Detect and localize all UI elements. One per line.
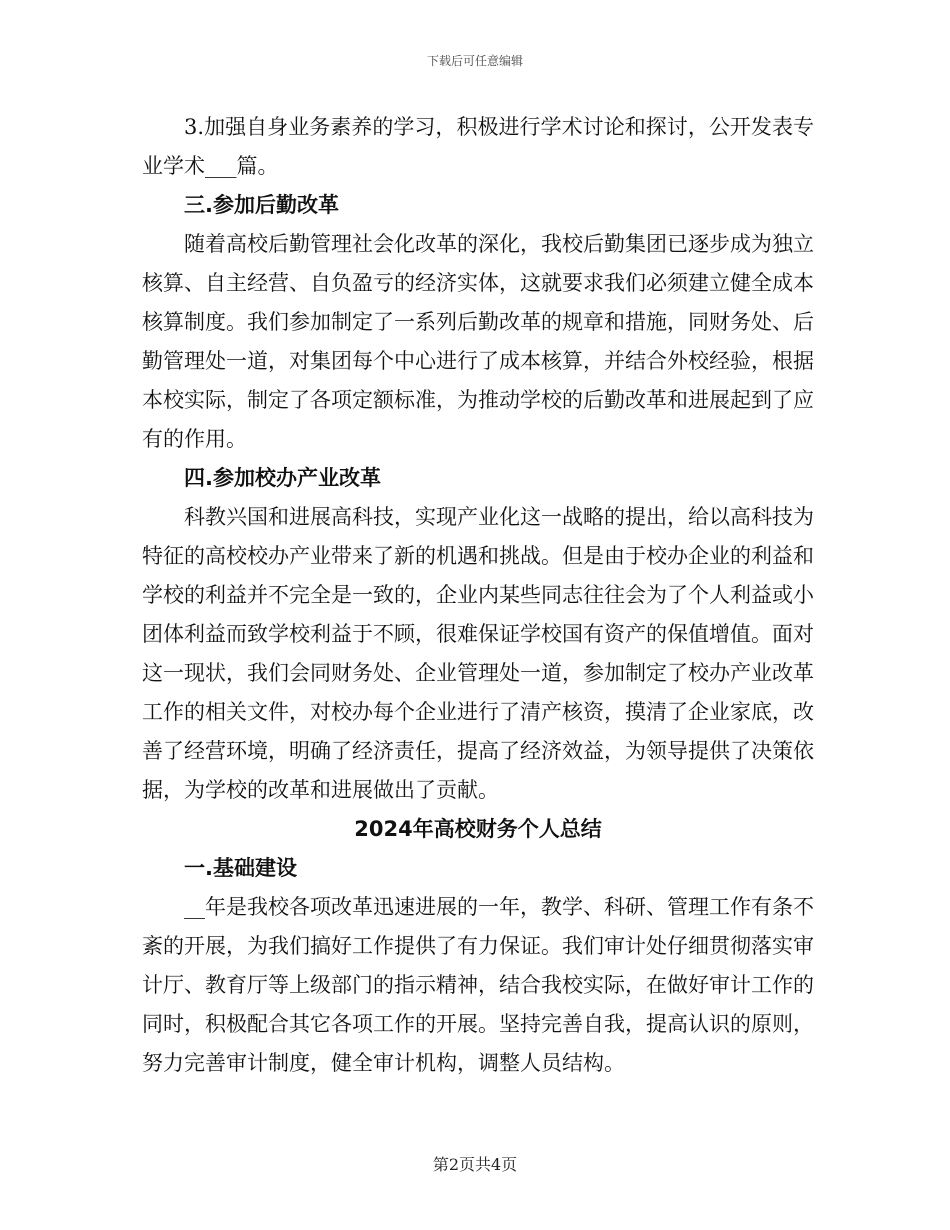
document-title: 2024年高校财务个人总结 [354,817,602,841]
section-heading-industry-reform: 四.参加校办产业改革 [184,466,381,490]
paragraph-industry-reform: 科教兴国和进展高科技，实现产业化这一战略的提出，给以高科技为特征的高校校办产业带来了新的机遇和挑战。但是由于校办企业的利益和学校的利益并不完全是一致的，企业内某些同志往往会为了个人利益或小团体利益而致学校利益于不顾，很难保证学校国有资产的保值增值。面对这一现状，我们会同财务处、企业管理处一道，参加制定了校办产业改革工作的相关文件，对校办每个企业进行了清产核资，摸清了企业家底，改善了经营环境，明确了经济责任，提高了经济效益，为领导提供了决策依据，为学校的改革和进展做出了贡献。 [142,505,814,802]
paragraph-infrastructure: __年是我校各项改革迅速进展的一年，教学、科研、管理工作有条不紊的开展，为我们搞好工作提供了有力保证。我们审计处仔细贯彻落实审计厅、教育厅等上级部门的指示精神，结合我校实际，在做好审计工作的同时，积极配合其它各项工作的开展。坚持完善自我，提高认识的原则，努力完善审计制度，健全审计机构，调整人员结构。 [142,895,814,1075]
section-heading-infrastructure: 一.基础建设 [184,856,297,880]
paragraph-logistics-reform: 随着高校后勤管理社会化改革的深化，我校后勤集团已逐步成为独立核算、自主经营、自负盈亏的经济实体，这就要求我们必须建立健全成本核算制度。我们参加制定了一系列后勤改革的规章和措施，同财务处、后勤管理处一道，对集团每个中心进行了成本核算，并结合外校经验，根据本校实际，制定了各项定额标准，为推动学校的后勤改革和进展起到了应有的作用。 [142,232,814,451]
document-body [142,108,814,1083]
page-footer: 第2页共4页 [432,1155,518,1174]
paragraph-item-3: 3.加强自身业务素养的学习，积极进行学术讨论和探讨，公开发表专业学术___篇。 [142,115,814,178]
section-heading-logistics-reform: 三.参加后勤改革 [184,193,339,217]
page-header: 下载后可任意编辑 [426,54,523,68]
